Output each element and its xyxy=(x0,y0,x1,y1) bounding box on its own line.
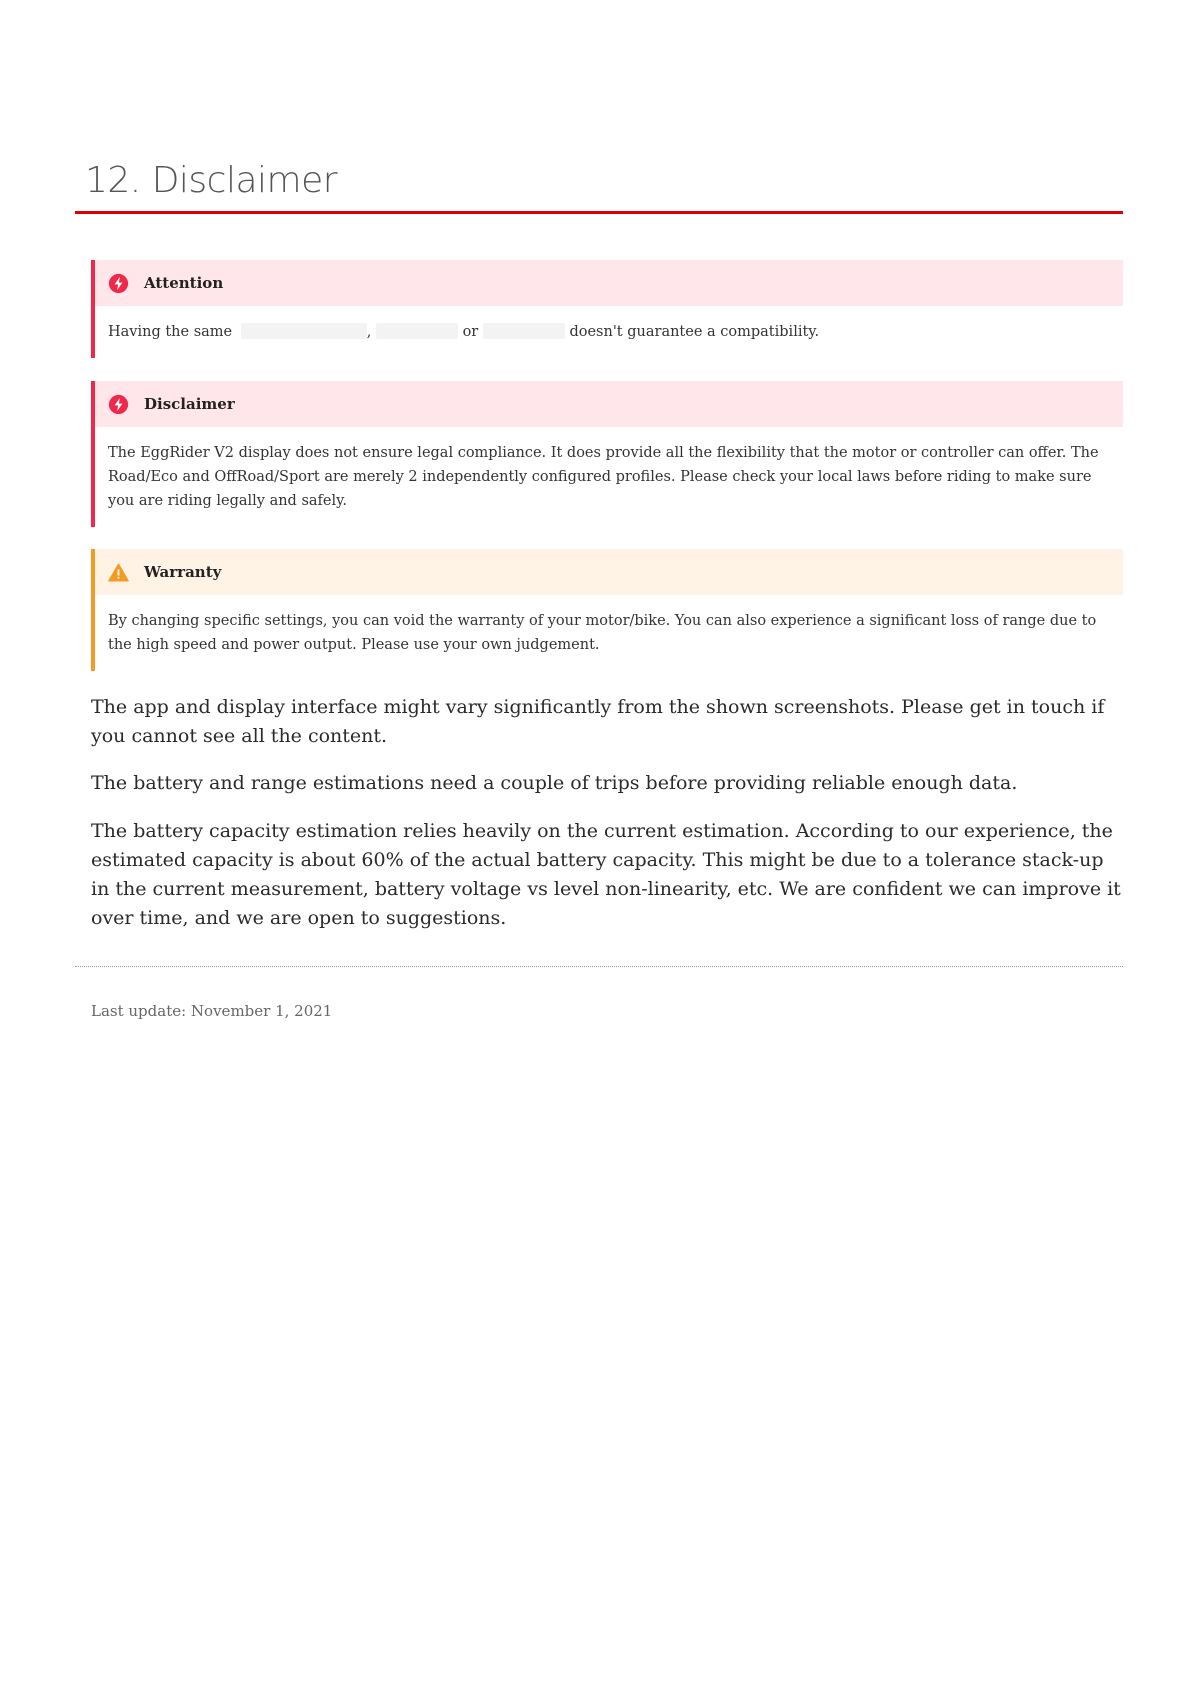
warning-triangle-icon xyxy=(108,562,129,583)
bolt-icon xyxy=(108,394,129,415)
admonition-header xyxy=(95,381,1123,427)
disclaimer-admonition xyxy=(91,381,1123,527)
admonition-title: Warranty xyxy=(144,563,222,581)
title-divider xyxy=(75,211,1123,214)
redacted-term xyxy=(483,323,565,339)
admonition-text-suffix: doesn't guarantee a compatibility. xyxy=(569,324,820,340)
admonition-title: Disclaimer xyxy=(144,395,235,413)
admonition-header xyxy=(95,260,1123,306)
admonition-body: The EggRider V2 display does not ensure legal compliance. It does provide all the flexibility that the motor or controller can offer. The Road/Eco and OffRoad/Sport are merely 2 independently configured profiles. Please check your local laws before riding to make sure you are riding legally and safely. xyxy=(108,445,1099,509)
warranty-admonition xyxy=(91,549,1123,671)
separator-comma: , xyxy=(366,324,372,340)
footer-divider xyxy=(75,966,1123,967)
admonition-header xyxy=(95,549,1123,595)
page-title: 12. Disclaimer xyxy=(85,160,338,201)
admonition-body xyxy=(95,306,1123,358)
paragraph-interface: The app and display interface might vary significantly from the shown screenshots. Please get in touch if you cannot see all the content. xyxy=(91,696,1105,747)
redacted-term xyxy=(241,323,367,339)
separator-or: or xyxy=(462,324,479,340)
admonition-text-prefix: Having the same xyxy=(108,324,233,340)
paragraph-battery-capacity: The battery capacity estimation relies heavily on the current estimation. According to our experience, the estimated capacity is about 60% of the actual battery capacity. This might be due to a tolerance stack-up in the current measurement, battery voltage vs level non-linearity, etc. We are confident we can improve it over time, and we are open to suggestions. xyxy=(91,820,1121,929)
paragraph-estimations: The battery and range estimations need a couple of trips before providing reliable enough data. xyxy=(91,772,1018,794)
attention-admonition xyxy=(91,260,1123,358)
bolt-icon xyxy=(108,273,129,294)
redacted-term xyxy=(376,323,458,339)
admonition-title: Attention xyxy=(144,274,224,292)
last-update: Last update: November 1, 2021 xyxy=(91,1002,333,1020)
admonition-body: By changing specific settings, you can void the warranty of your motor/bike. You can also experience a significant loss of range due to the high speed and power output. Please use your own judgement. xyxy=(108,613,1097,653)
